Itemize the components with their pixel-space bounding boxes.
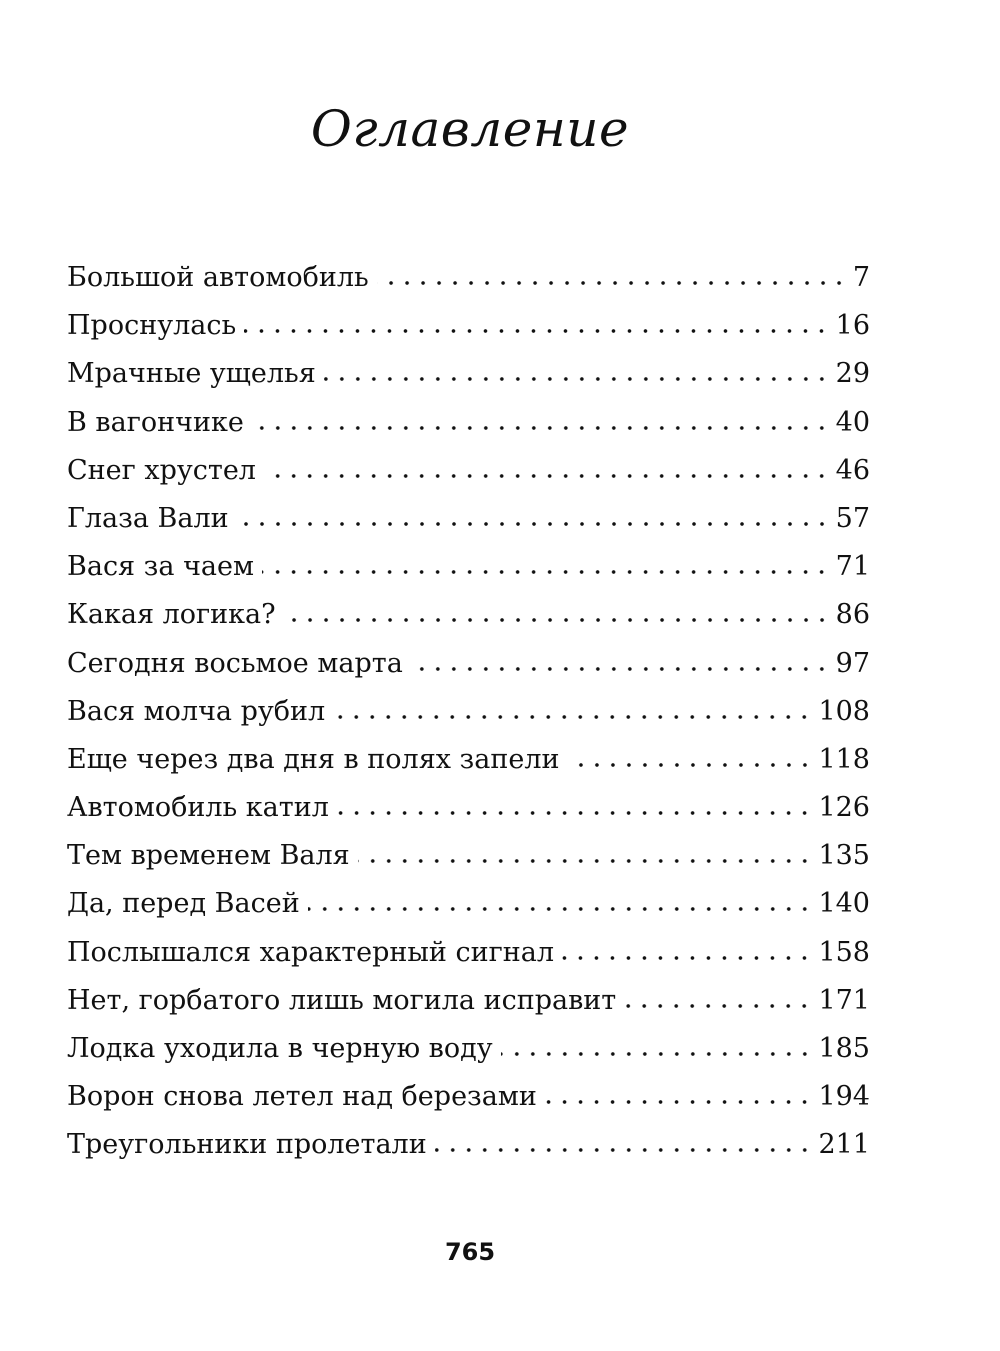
toc-entry-title: Какая логика? [67,599,276,631]
toc-entry-page: 46 [835,454,870,486]
dot-leader [562,955,812,961]
toc-entry [67,302,870,350]
toc-entry [67,784,870,832]
toc-entry [67,543,870,591]
toc-entry [67,1121,870,1169]
toc-entry-page: 7 [852,262,870,293]
toc-entry [67,688,870,736]
dot-leader [545,1099,813,1105]
toc-entry-page: 171 [818,984,870,1016]
toc-entry [67,736,870,784]
toc-entry-page: 126 [818,792,870,824]
toc-entry-title: Снег хрустел [67,454,256,486]
dot-leader [333,714,812,720]
toc-entry-page: 57 [835,502,870,534]
toc-entry [67,832,870,880]
toc-entry-title: Сегодня восьмое марта [67,647,403,679]
toc-entry-page: 135 [818,840,870,872]
toc-entry-page: 140 [818,888,870,920]
toc-entry-title: Проснулась [67,310,237,342]
toc-entry-title: Вася молча рубил [67,695,326,727]
dot-leader [284,617,830,623]
toc-entry [67,977,870,1025]
toc-entry-page: 185 [818,1033,870,1064]
toc-entry-page: 71 [835,551,870,583]
dot-leader [264,473,830,479]
dot-leader [501,1051,813,1057]
toc-entry-page: 86 [835,599,870,631]
toc-entry [67,399,870,447]
toc-entry-page: 97 [835,647,870,679]
dot-leader [435,1147,813,1153]
dot-leader [324,376,830,382]
toc-entry-title: Большой автомобиль [67,262,369,293]
toc-entry-page: 118 [818,743,870,775]
toc-entry-title: Мрачные ущелья [67,358,316,390]
toc-entry [67,350,870,398]
toc-entry-title: Послышался характерный сигнал [67,936,555,968]
toc-entry-page: 194 [818,1081,870,1113]
dot-leader [237,521,830,527]
toc-entry [67,640,870,688]
dot-leader [337,810,813,816]
dot-leader [262,569,830,575]
toc-entry-page: 211 [818,1129,870,1161]
dot-leader [252,425,830,431]
dot-leader [411,666,830,672]
toc-entry [67,880,870,928]
toc-entry-title: Треугольники пролетали [67,1129,427,1161]
toc-entry-title: Ворон снова летел над березами [67,1081,537,1113]
toc-entry-page: 29 [835,358,870,390]
toc-entry-page: 158 [818,936,870,968]
toc-entry-title: Вася за чаем [67,551,255,583]
toc-entry [67,929,870,977]
dot-leader [308,906,813,912]
toc-entry [67,591,870,639]
page-number: 765 [444,1238,496,1266]
dot-leader [568,762,813,768]
dot-leader [358,858,813,864]
toc-entry [67,495,870,543]
dot-leader [624,1003,812,1009]
toc-entry-title: Глаза Вали [67,502,229,534]
toc-entry-page: 40 [835,406,870,438]
toc-entry-page: 108 [818,695,870,727]
toc-entry [67,1073,870,1121]
toc-entry-title: Лодка уходила в черную воду [67,1033,493,1064]
dot-leader [244,328,829,334]
toc-entry-title: Автомобиль катил [67,792,329,824]
toc-entry-title: Нет, горбатого лишь могила исправит [67,984,617,1016]
toc-entry-title: Да, перед Васей [67,888,300,920]
toc-entry-title: Еще через два дня в полях запели [67,743,560,775]
toc-entry [67,1025,870,1073]
toc-entry [67,447,870,495]
toc-entry-title: Тем временем Валя [67,840,350,872]
toc-entry-page: 16 [835,310,870,342]
toc-entry [67,254,870,302]
page-title: Оглавление [310,100,630,158]
table-of-contents [67,254,870,1170]
toc-entry-title: В вагончике [67,406,244,438]
dot-leader [377,280,847,286]
